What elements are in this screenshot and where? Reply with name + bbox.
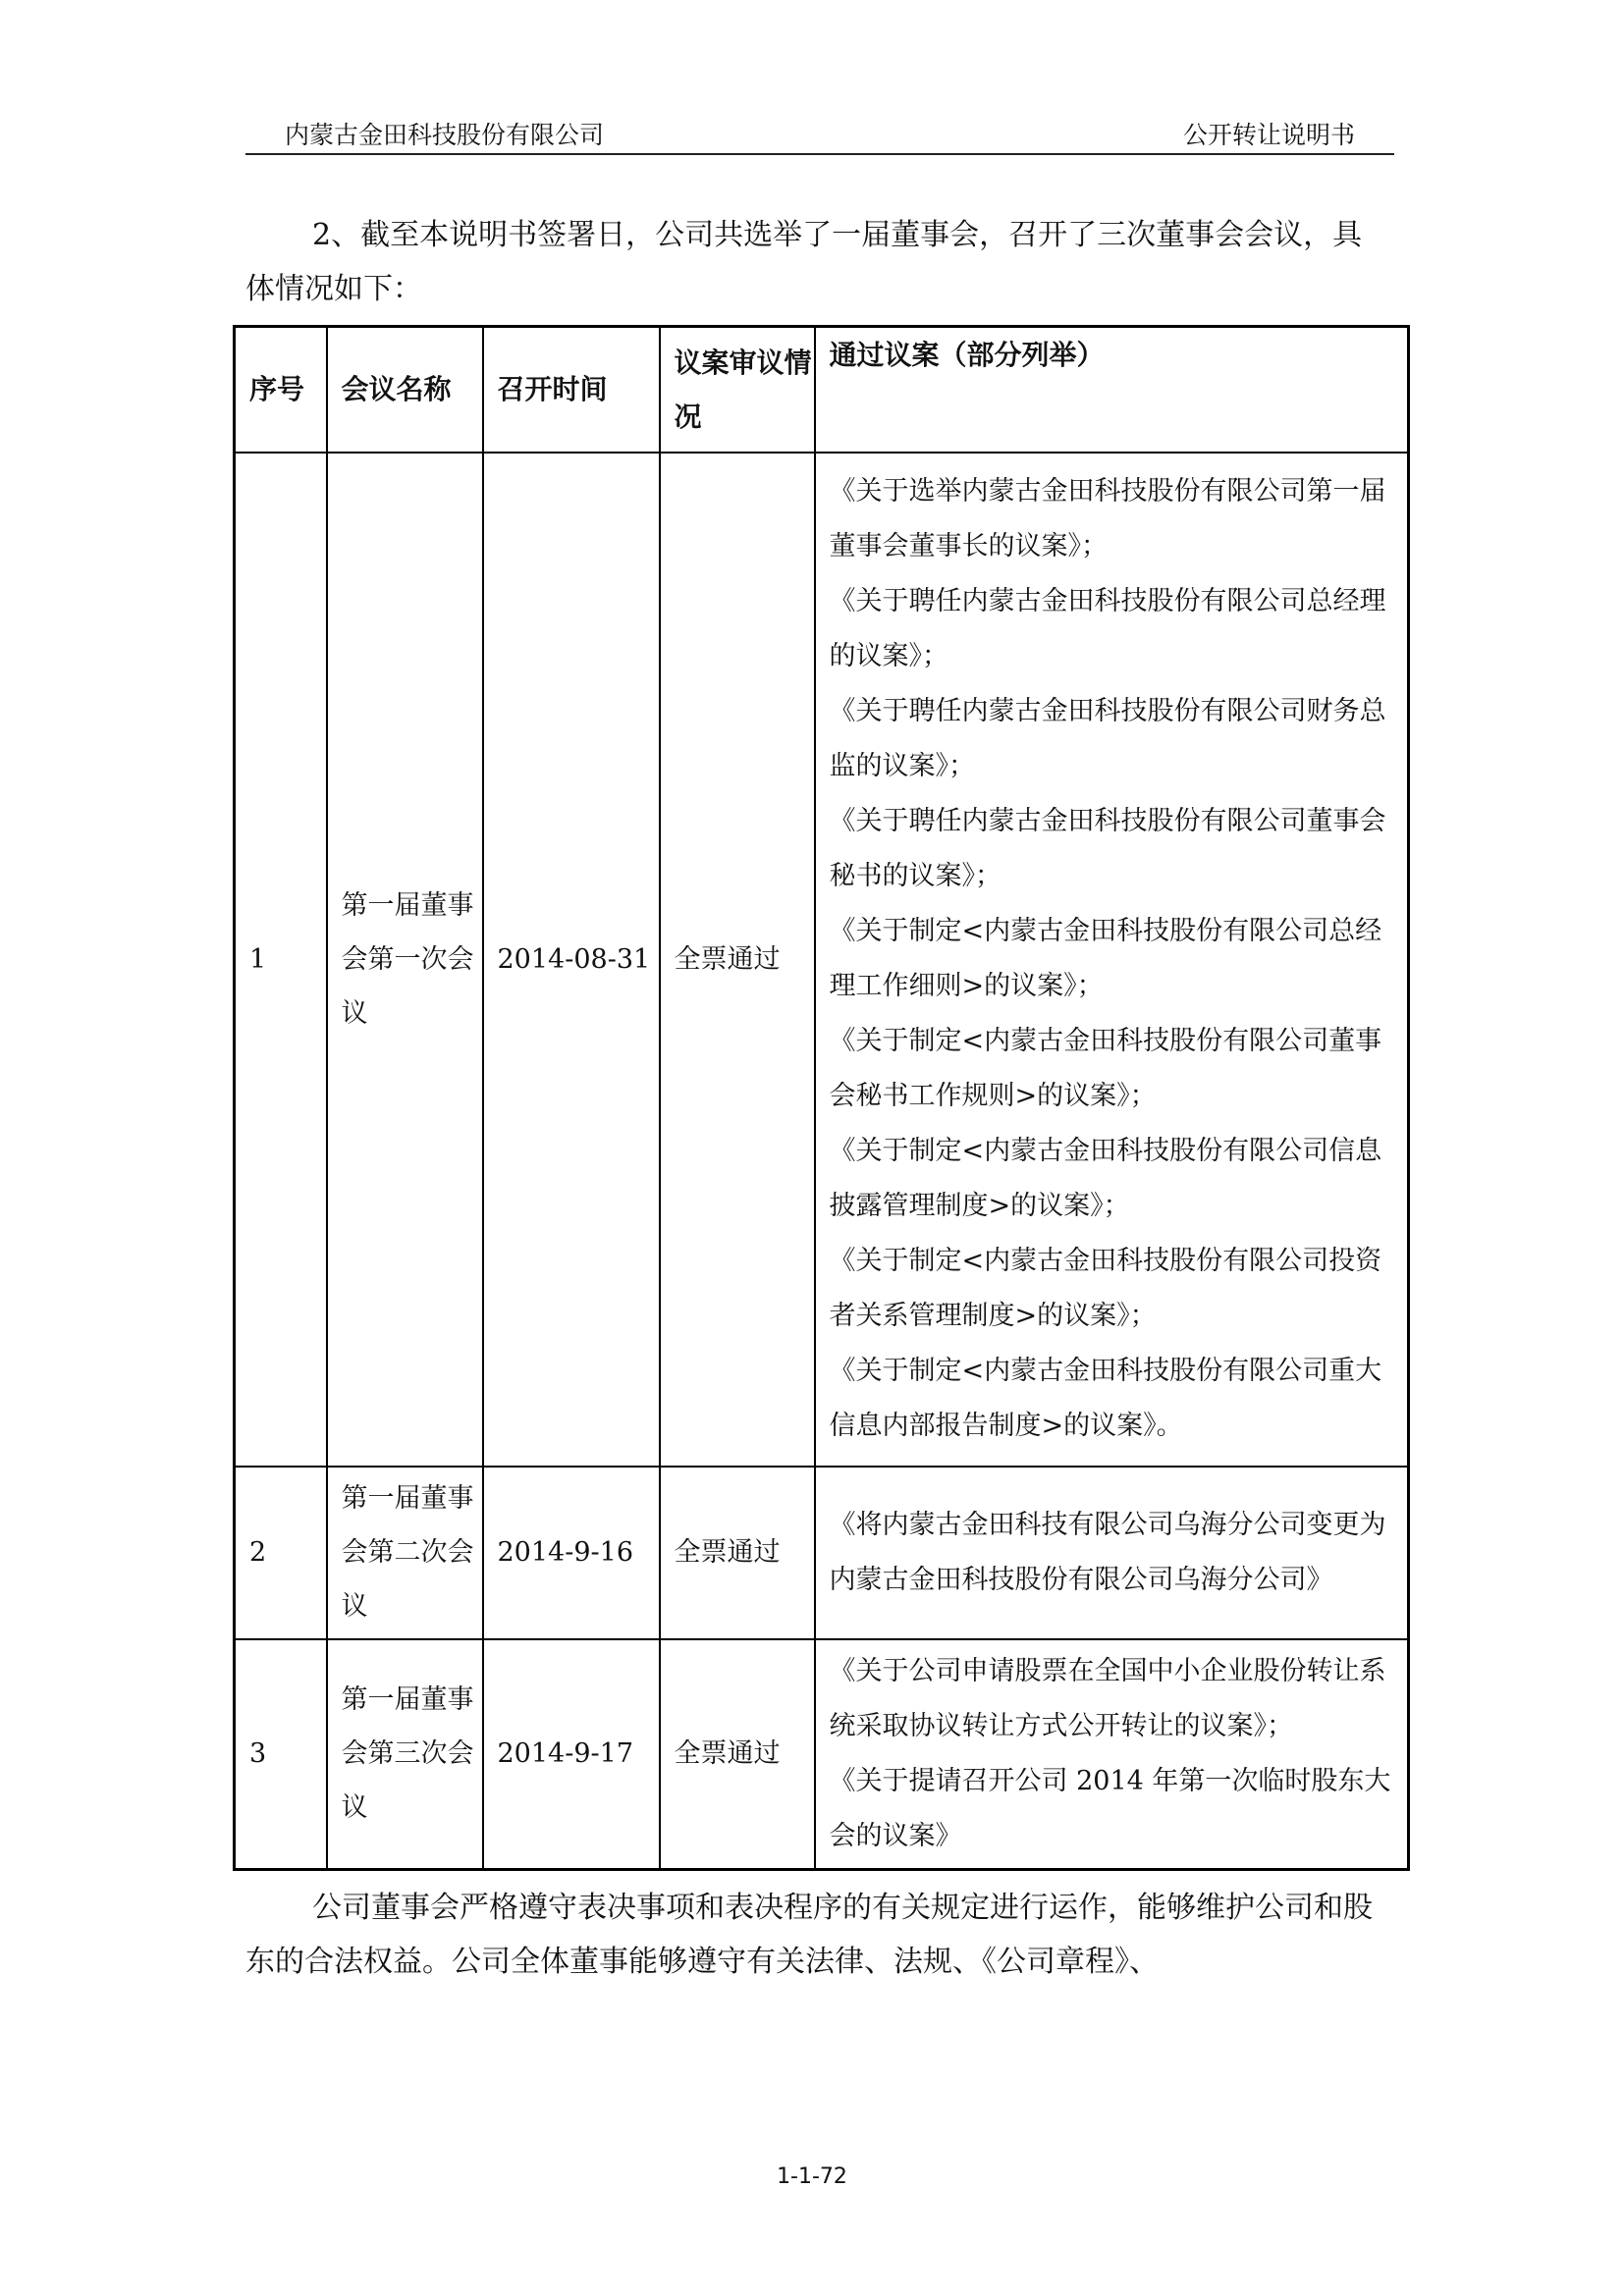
header-document-title: 公开转让说明书 <box>1182 121 1355 149</box>
header-meeting-name: 会议名称 <box>327 327 483 453</box>
row-serial-no: 2 <box>235 1467 327 1639</box>
motion-item: 《关于制定<内蒙古金田科技股份有限公司投资者关系管理制度>的议案》； <box>829 1246 1382 1332</box>
row-meeting-date: 2014-08-31 <box>483 453 660 1468</box>
board-meetings-table <box>233 325 1410 1871</box>
header-review-status: 议案审议情况 <box>660 327 815 453</box>
row-meeting-date: 2014-9-16 <box>483 1467 660 1639</box>
header-approved-motions: 通过议案（部分列举） <box>815 327 1409 453</box>
motion-item: 《关于制定<内蒙古金田科技股份有限公司信息披露管理制度>的议案》； <box>829 1136 1382 1222</box>
intro-paragraph: 2、截至本说明书签署日，公司共选举了一届董事会，召开了三次董事会会议，具体情况如下： <box>245 218 1363 306</box>
table-header-row <box>235 327 1409 453</box>
table-row <box>235 1639 1409 1870</box>
motion-item: 《关于聘任内蒙古金田科技股份有限公司董事会秘书的议案》； <box>829 806 1386 892</box>
motion-item: 《关于聘任内蒙古金田科技股份有限公司财务总监的议案》； <box>829 696 1386 782</box>
motion-item: 《关于制定<内蒙古金田科技股份有限公司董事会秘书工作规则>的议案》； <box>829 1026 1382 1112</box>
row-motions <box>815 1467 1409 1639</box>
row-review-status: 全票通过 <box>660 453 815 1468</box>
header-company-name: 内蒙古金田科技股份有限公司 <box>285 121 605 149</box>
closing-paragraph: 公司董事会严格遵守表决事项和表决程序的有关规定进行运作，能够维护公司和股东的合法权益。公司全体董事能够遵守有关法律、法规、《公司章程》、 <box>245 1891 1373 1979</box>
page-number: 1-1-72 <box>777 2164 847 2189</box>
row-serial-no: 1 <box>235 453 327 1468</box>
motion-item: 《关于制定<内蒙古金田科技股份有限公司重大信息内部报告制度>的议案》。 <box>829 1356 1382 1442</box>
row-meeting-name: 第一届董事会第二次会议 <box>327 1467 483 1639</box>
row-review-status: 全票通过 <box>660 1467 815 1639</box>
row-serial-no: 3 <box>235 1639 327 1870</box>
motion-item: 《关于公司申请股票在全国中小企业股份转让系统采取协议转让方式公开转让的议案》； <box>829 1655 1386 1741</box>
table-row <box>235 1467 1409 1639</box>
row-meeting-name: 第一届董事会第一次会议 <box>327 453 483 1468</box>
motion-item: 《关于制定<内蒙古金田科技股份有限公司总经理工作细则>的议案》； <box>829 916 1382 1002</box>
motion-item: 《关于提请召开公司 2014 年第一次临时股东大会的议案》 <box>829 1765 1391 1851</box>
row-meeting-date: 2014-9-17 <box>483 1639 660 1870</box>
row-review-status: 全票通过 <box>660 1639 815 1870</box>
motion-item: 《关于聘任内蒙古金田科技股份有限公司总经理的议案》； <box>829 586 1386 672</box>
row-motions <box>815 453 1409 1468</box>
header-meeting-date: 召开时间 <box>483 327 660 453</box>
page-header <box>245 98 1394 155</box>
header-serial-no: 序号 <box>235 327 327 453</box>
motion-item: 《将内蒙古金田科技有限公司乌海分公司变更为内蒙古金田科技股份有限公司乌海分公司》 <box>829 1509 1386 1595</box>
table-row <box>235 453 1409 1468</box>
row-meeting-name: 第一届董事会第三次会议 <box>327 1639 483 1870</box>
motion-item: 《关于选举内蒙古金田科技股份有限公司第一届董事会董事长的议案》； <box>829 476 1386 562</box>
row-motions <box>815 1639 1409 1870</box>
